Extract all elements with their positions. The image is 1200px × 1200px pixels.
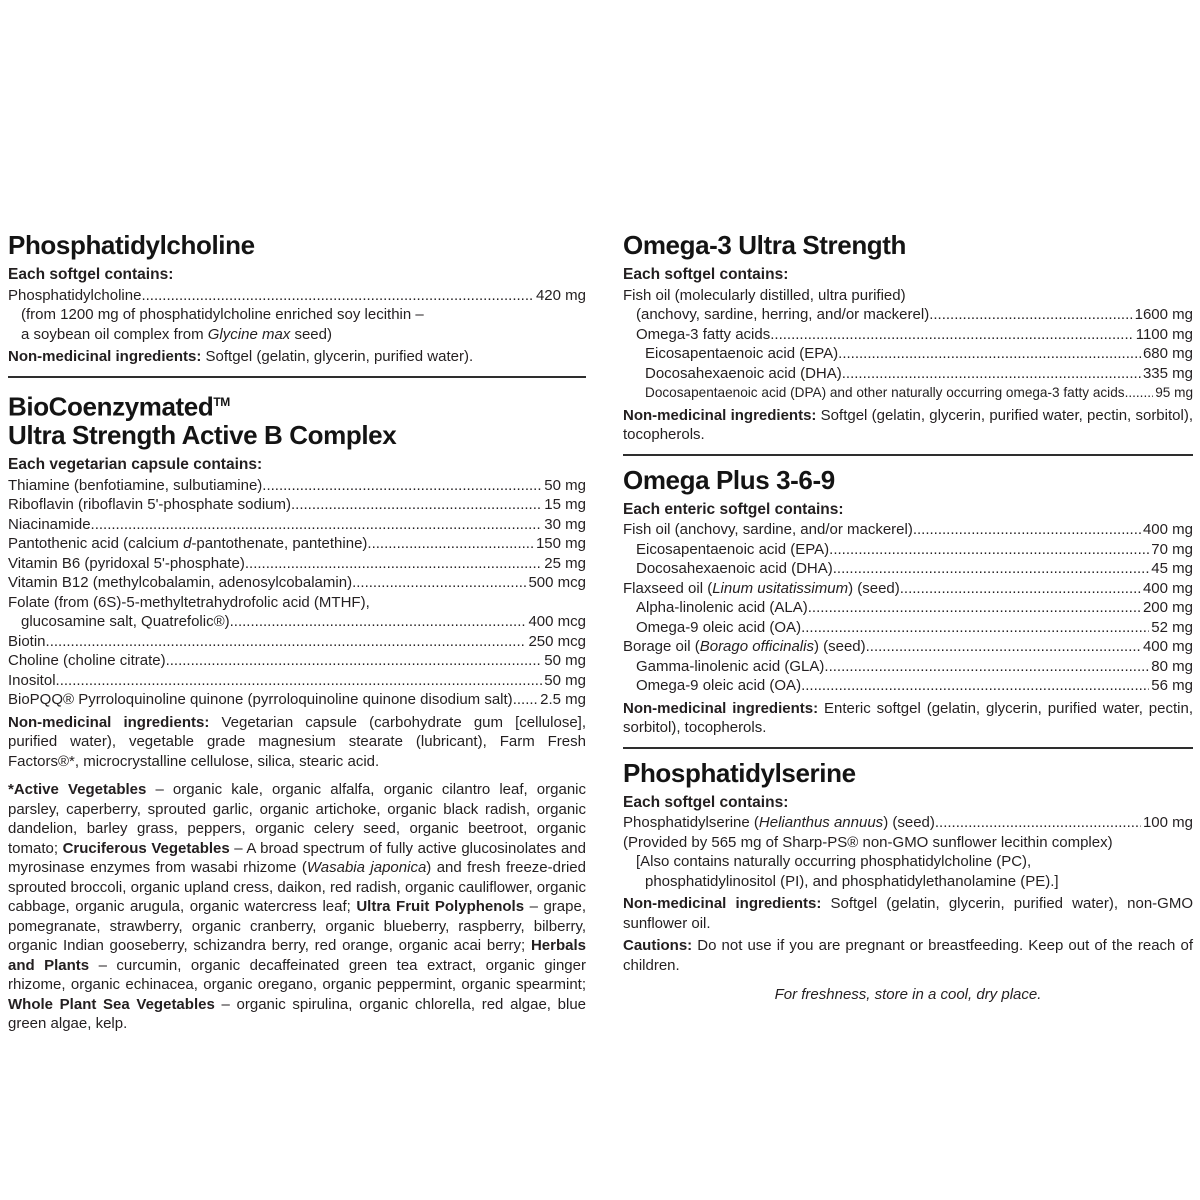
ingredient-detail: a soybean oil complex from Glycine max seed)	[21, 325, 332, 343]
non-medicinal-note: Non-medicinal ingredients: Enteric softgel (gelatin, glycerin, purified water, pectin, sorbitol), tocopherols.	[623, 699, 1193, 736]
dot-leader	[808, 598, 1141, 618]
dot-leader	[935, 813, 1141, 833]
dot-leader	[1125, 383, 1154, 403]
ingredient-amount: 1100 mg	[1135, 325, 1193, 343]
ingredient-amount: 80 mg	[1151, 657, 1193, 675]
ingredient-row	[623, 676, 1193, 696]
ingredient-amount: 50 mg	[544, 652, 586, 670]
ingredient-detail: (from 1200 mg of phosphatidylcholine enriched soy lecithin –	[21, 306, 424, 323]
section-divider	[623, 747, 1193, 749]
ingredient-name: Niacinamide	[8, 515, 91, 533]
ingredient-row	[623, 579, 1193, 599]
non-medicinal-note: Non-medicinal ingredients: Softgel (gelatin, glycerin, purified water), non-GMO sunflower oil.	[623, 895, 1193, 932]
ingredient-amount: 50 mg	[544, 671, 586, 689]
dot-leader	[91, 515, 543, 535]
non-medicinal-note: Non-medicinal ingredients: Softgel (gelatin, glycerin, purified water).	[8, 348, 474, 365]
ingredient-row	[623, 325, 1193, 345]
ingredient-amount: 52 mg	[1151, 618, 1193, 636]
each-contains-label: Each softgel contains:	[8, 266, 174, 283]
ingredient-row	[8, 495, 586, 515]
ingredient-name: Omega-9 oleic acid (OA)	[636, 677, 802, 694]
ingredient-amount: 680 mg	[1142, 345, 1193, 362]
ingredient-name: Pantothenic acid (calcium d-pantothenate, pantethine)	[8, 535, 368, 553]
ingredient-amount: 70 mg	[1151, 540, 1193, 558]
section-title: Phosphatidylserine	[623, 757, 856, 788]
dot-leader	[352, 573, 526, 593]
ingredient-row	[8, 554, 586, 574]
ingredient-name: Riboflavin (riboflavin 5'-phosphate sodium)	[8, 496, 292, 514]
ingredient-name: Biotin	[8, 632, 46, 650]
ingredient-name: Phosphatidylserine (Helianthus annuus) (seed)	[623, 814, 935, 831]
ingredient-row	[8, 632, 586, 652]
ingredient-amount: 400 mg	[1142, 638, 1193, 655]
dot-leader	[829, 540, 1149, 560]
ingredient-amount: 30 mg	[544, 515, 586, 533]
ingredient-name: Gamma-linolenic acid (GLA)	[636, 657, 825, 675]
section-phosphatidylserine	[623, 759, 1193, 1005]
each-contains-label: Each vegetarian capsule contains:	[8, 456, 263, 474]
ingredient-name: Omega-9 oleic acid (OA)	[636, 618, 802, 636]
ingredient-amount: 50 mg	[544, 476, 586, 494]
ingredient-name: Alpha-linolenic acid (ALA)	[636, 599, 808, 616]
ingredient-row	[623, 559, 1193, 579]
ingredient-name: Docosahexaenoic acid (DHA)	[645, 364, 842, 382]
ingredient-amount: 250 mcg	[528, 632, 586, 650]
ingredient-row	[623, 344, 1193, 364]
dot-leader	[801, 618, 1149, 638]
ingredient-amount: 400 mcg	[528, 613, 586, 631]
dot-leader	[262, 476, 542, 496]
section-divider	[8, 376, 586, 378]
ingredient-row	[623, 305, 1193, 325]
ingredient-amount: 150 mg	[535, 535, 586, 553]
section-phosphatidylcholine	[8, 231, 586, 367]
dot-leader	[833, 559, 1150, 579]
dot-leader	[929, 305, 1132, 325]
ingredient-name: Flaxseed oil (Linum usitatissimum) (seed)	[623, 579, 900, 597]
right-column	[623, 231, 1193, 1034]
ingredient-row	[8, 690, 586, 710]
ingredient-row	[8, 534, 586, 554]
left-column	[8, 231, 586, 1034]
ingredient-name: Vitamin B6 (pyridoxal 5'-phosphate)	[8, 554, 245, 572]
ingredient-amount: 420 mg	[535, 286, 586, 304]
dot-leader	[166, 651, 543, 671]
ingredient-row	[623, 637, 1193, 657]
freshness-note: For freshness, store in a cool, dry place.	[774, 986, 1042, 1003]
ingredient-name: Inositol	[8, 671, 56, 689]
ingredient-row	[8, 651, 586, 671]
ingredient-name: (anchovy, sardine, herring, and/or mackerel)	[636, 306, 930, 323]
non-medicinal-note: Non-medicinal ingredients: Vegetarian capsule (carbohydrate gum [cellulose], purified water), vegetable grade magnesium stearate (lubricant), Farm Fresh Factors®*, microcrystalline cellulose, silica, stearic acid.	[8, 713, 586, 770]
ingredient-amount: 56 mg	[1151, 677, 1193, 694]
active-vegetables-paragraph: *Active Vegetables – organic kale, organic alfalfa, organic cilantro leaf, organic parsley, caperberry, sprouted garlic, organic artichoke, organic black radish, organic dandelion, barley grass, peppers, organic celery seed, organic beetroot, organic tomato; Cruciferous Vegetables – A broad spectrum of fully active glucosinolates and myrosinase enzymes from wasabi rhizome (Wasabia japonica) and fresh freeze-dried sprouted broccoli, organic upland cress, daikon, red radish, organic cauliflower, organic cabbage, organic arugula, organic watercress leaf; Ultra Fruit Polyphenols – grape, pomegranate, strawberry, organic cranberry, organic blueberry, raspberry, bilberry, organic Indian gooseberry, schizandra berry, red orange, organic acai berry; Herbals and Plants – curcumin, organic decaffeinated green tea extract, organic ginger rhizome, organic echinacea, organic oregano, organic peppermint, organic spearmint; Whole Plant Sea Vegetables – organic spirulina, organic chlorella, red algae, blue green algae, kelp.	[8, 781, 586, 1033]
ingredient-name: BioPQQ® Pyrroloquinoline quinone (pyrroloquinoline quinone disodium salt)	[8, 691, 513, 709]
section-title: BioCoenzymated™ Ultra Strength Active B Complex	[8, 391, 397, 451]
ingredient-amount: 500 mcg	[528, 574, 586, 592]
ingredient-name: Eicosapentaenoic acid (EPA)	[636, 540, 830, 558]
ingredient-name: Choline (choline citrate)	[8, 652, 166, 670]
dot-leader	[900, 579, 1141, 599]
dot-leader	[245, 554, 542, 574]
ingredient-detail: phosphatidylinositol (PI), and phosphatidylethanolamine (PE).]	[645, 872, 1059, 890]
ingredient-name: Fish oil (anchovy, sardine, and/or mackerel)	[623, 521, 913, 538]
ingredient-name: Omega-3 fatty acids	[636, 325, 771, 343]
dot-leader	[367, 534, 534, 554]
ingredient-name: Vitamin B12 (methylcobalamin, adenosylcobalamin)	[8, 574, 353, 592]
ingredient-name-wrap: Fish oil (molecularly distilled, ultra purified)	[623, 286, 906, 304]
dot-leader	[513, 690, 538, 710]
ingredient-row	[623, 540, 1193, 560]
ingredient-row	[8, 476, 586, 496]
each-contains-label: Each softgel contains:	[623, 266, 789, 283]
ingredient-amount: 45 mg	[1151, 560, 1193, 577]
section-omega3-ultra	[623, 231, 1193, 445]
ingredient-amount: 100 mg	[1142, 814, 1193, 831]
dot-leader	[842, 364, 1141, 384]
dot-leader	[141, 286, 534, 306]
section-title: Phosphatidylcholine	[8, 230, 255, 260]
dot-leader	[824, 657, 1149, 677]
dot-leader	[291, 495, 542, 515]
ingredient-detail: [Also contains naturally occurring phosphatidylcholine (PC),	[636, 853, 1032, 870]
ingredient-name: Borage oil (Borago officinalis) (seed)	[623, 638, 866, 655]
ingredient-name-wrap: Folate (from (6S)-5-methyltetrahydrofolic acid (MTHF),	[8, 593, 370, 611]
each-contains-label: Each softgel contains:	[623, 793, 789, 811]
trademark-symbol: TM	[213, 394, 230, 409]
section-title: Omega-3 Ultra Strength	[623, 230, 907, 260]
ingredient-amount: 200 mg	[1142, 599, 1193, 616]
ingredient-name: Docosahexaenoic acid (DHA)	[636, 560, 833, 577]
ingredient-row	[623, 618, 1193, 638]
ingredient-row	[8, 573, 586, 593]
ingredient-row	[8, 515, 586, 535]
ingredient-amount: 1600 mg	[1134, 306, 1193, 323]
each-contains-label: Each enteric softgel contains:	[623, 500, 844, 518]
ingredient-name: Thiamine (benfotiamine, sulbutiamine)	[8, 476, 263, 494]
ingredient-name: Phosphatidylcholine	[8, 286, 142, 304]
ingredient-amount: 400 mg	[1142, 579, 1193, 597]
dot-leader	[770, 325, 1134, 345]
section-title: Omega Plus 3-6-9	[623, 464, 835, 495]
ingredient-amount: 15 mg	[544, 496, 586, 514]
section-divider	[623, 454, 1193, 456]
ingredient-amount: 400 mg	[1142, 521, 1193, 538]
ingredient-row	[8, 286, 586, 306]
ingredient-detail: (Provided by 565 mg of Sharp-PS® non-GMO sunflower lecithin complex)	[623, 833, 1113, 851]
non-medicinal-note: Non-medicinal ingredients: Softgel (gelatin, glycerin, purified water, pectin, sorbitol), tocopherols.	[623, 406, 1193, 443]
dot-leader	[913, 520, 1141, 540]
ingredient-amount: 25 mg	[544, 554, 586, 572]
dot-leader	[838, 344, 1141, 364]
ingredient-row	[623, 520, 1193, 540]
ingredient-amount: 335 mg	[1142, 364, 1193, 382]
ingredient-row	[623, 813, 1193, 833]
cautions-note: Cautions: Do not use if you are pregnant or breastfeeding. Keep out of the reach of children.	[623, 937, 1193, 974]
ingredient-name: Docosapentaenoic acid (DPA) and other naturally occurring omega-3 fatty acids	[645, 385, 1125, 400]
section-b-complex	[8, 388, 586, 1034]
ingredient-name: Eicosapentaenoic acid (EPA)	[645, 345, 839, 362]
ingredient-row	[623, 657, 1193, 677]
ingredient-row	[623, 598, 1193, 618]
dot-leader	[46, 632, 527, 652]
ingredient-row	[623, 364, 1193, 384]
section-omega-plus-369	[623, 466, 1193, 738]
ingredient-amount: 2.5 mg	[540, 691, 586, 709]
dot-leader	[801, 676, 1149, 696]
dot-leader	[230, 612, 527, 632]
ingredient-amount: 95 mg	[1155, 385, 1193, 400]
ingredient-row	[623, 383, 1193, 403]
dot-leader	[866, 637, 1141, 657]
ingredient-row	[8, 612, 586, 632]
dot-leader	[56, 671, 543, 691]
ingredient-row	[8, 671, 586, 691]
ingredient-name: glucosamine salt, Quatrefolic®)	[21, 613, 230, 631]
